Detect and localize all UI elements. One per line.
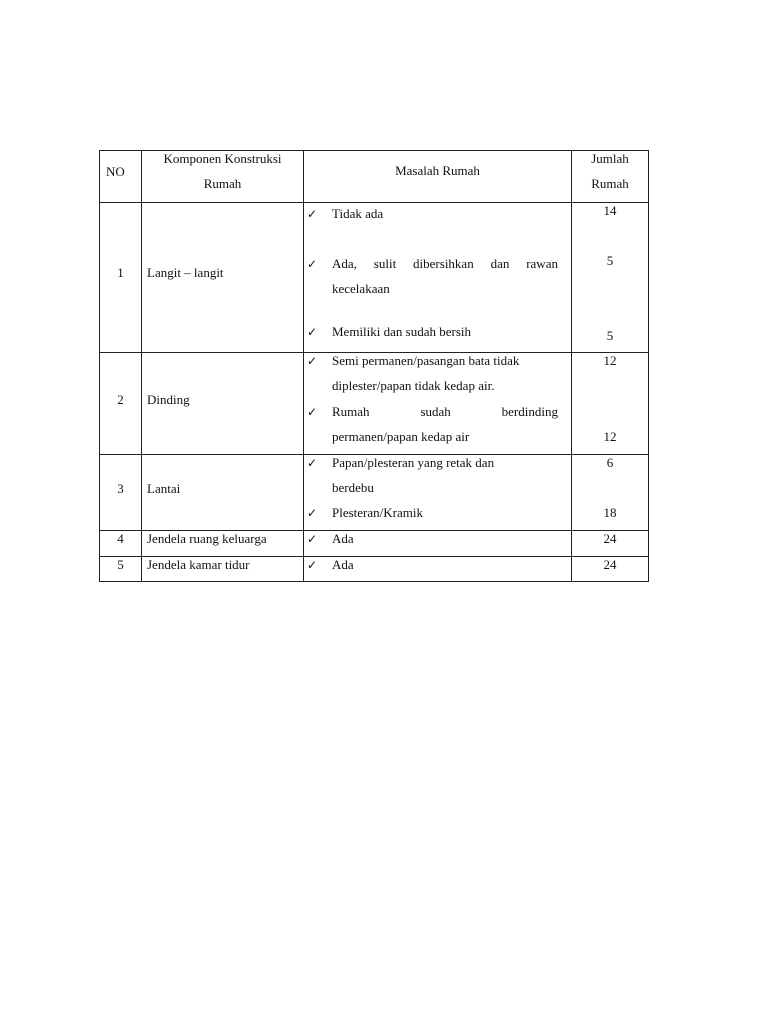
header-jumlah-line1: Jumlah xyxy=(591,151,629,166)
row1-komponen: Langit – langit xyxy=(147,265,224,280)
row1-item3-count: 5 xyxy=(606,328,614,343)
row4-item1-line1: Ada xyxy=(332,531,354,546)
row2-item2-line2: permanen/papan kedap air xyxy=(332,429,470,444)
row1-item1-count: 14 xyxy=(603,203,617,218)
header-masalah: Masalah Rumah xyxy=(395,163,480,178)
row-divider-header xyxy=(100,202,648,203)
row4-no: 4 xyxy=(117,531,124,546)
row5-item1-count: 24 xyxy=(603,557,617,572)
row2-item1-line1: Semi permanen/pasangan bata tidak xyxy=(332,353,520,368)
row4-komponen: Jendela ruang keluarga xyxy=(147,531,267,546)
check-icon: ✓ xyxy=(307,325,318,339)
row2-no: 2 xyxy=(117,392,124,407)
row3-komponen: Lantai xyxy=(147,481,181,496)
check-icon: ✓ xyxy=(307,354,318,368)
row2-item2-line1 xyxy=(332,404,558,420)
word: sulit xyxy=(373,256,397,271)
check-icon: ✓ xyxy=(307,207,318,221)
word: dan xyxy=(490,256,510,271)
word: sudah xyxy=(420,404,451,419)
row1-item2-line2: kecelakaan xyxy=(332,281,390,296)
word: rawan xyxy=(526,256,558,271)
row4-item1-count: 24 xyxy=(603,531,617,546)
data-table xyxy=(99,150,649,582)
row1-item2-count: 5 xyxy=(606,253,614,268)
header-komponen-line1: Komponen Konstruksi xyxy=(163,151,282,166)
row1-item2-line1 xyxy=(332,256,558,272)
row3-item2-line1: Plesteran/Kramik xyxy=(332,505,423,520)
row3-item1-line2: berdebu xyxy=(332,480,374,495)
row1-item1-line1: Tidak ada xyxy=(332,206,384,221)
check-icon: ✓ xyxy=(307,532,318,546)
word: berdinding xyxy=(501,404,558,419)
row5-komponen: Jendela kamar tidur xyxy=(147,557,250,572)
check-icon: ✓ xyxy=(307,456,318,470)
word: Ada, xyxy=(332,256,357,271)
row5-item1-line1: Ada xyxy=(332,557,354,572)
row3-item1-line1: Papan/plesteran yang retak dan xyxy=(332,455,495,470)
check-icon: ✓ xyxy=(307,257,318,271)
check-icon: ✓ xyxy=(307,405,318,419)
word: Rumah xyxy=(332,404,370,419)
row3-no: 3 xyxy=(117,481,124,496)
header-jumlah-line2: Rumah xyxy=(591,176,629,191)
row2-komponen: Dinding xyxy=(147,392,190,407)
row1-item3-line1: Memiliki dan sudah bersih xyxy=(332,324,472,339)
row3-item2-count: 18 xyxy=(603,505,617,520)
col-divider-no xyxy=(141,151,142,581)
row2-item1-line2: diplester/papan tidak kedap air. xyxy=(332,378,495,393)
col-divider-komponen xyxy=(303,151,304,581)
row2-item2-count: 12 xyxy=(603,429,617,444)
check-icon: ✓ xyxy=(307,506,318,520)
header-komponen-line2: Rumah xyxy=(203,176,242,191)
check-icon: ✓ xyxy=(307,558,318,572)
header-no: NO xyxy=(106,164,125,179)
word: dibersihkan xyxy=(413,256,474,271)
row1-no: 1 xyxy=(117,265,124,280)
row3-item1-count: 6 xyxy=(606,455,614,470)
row5-no: 5 xyxy=(117,557,124,572)
row2-item1-count: 12 xyxy=(603,353,617,368)
